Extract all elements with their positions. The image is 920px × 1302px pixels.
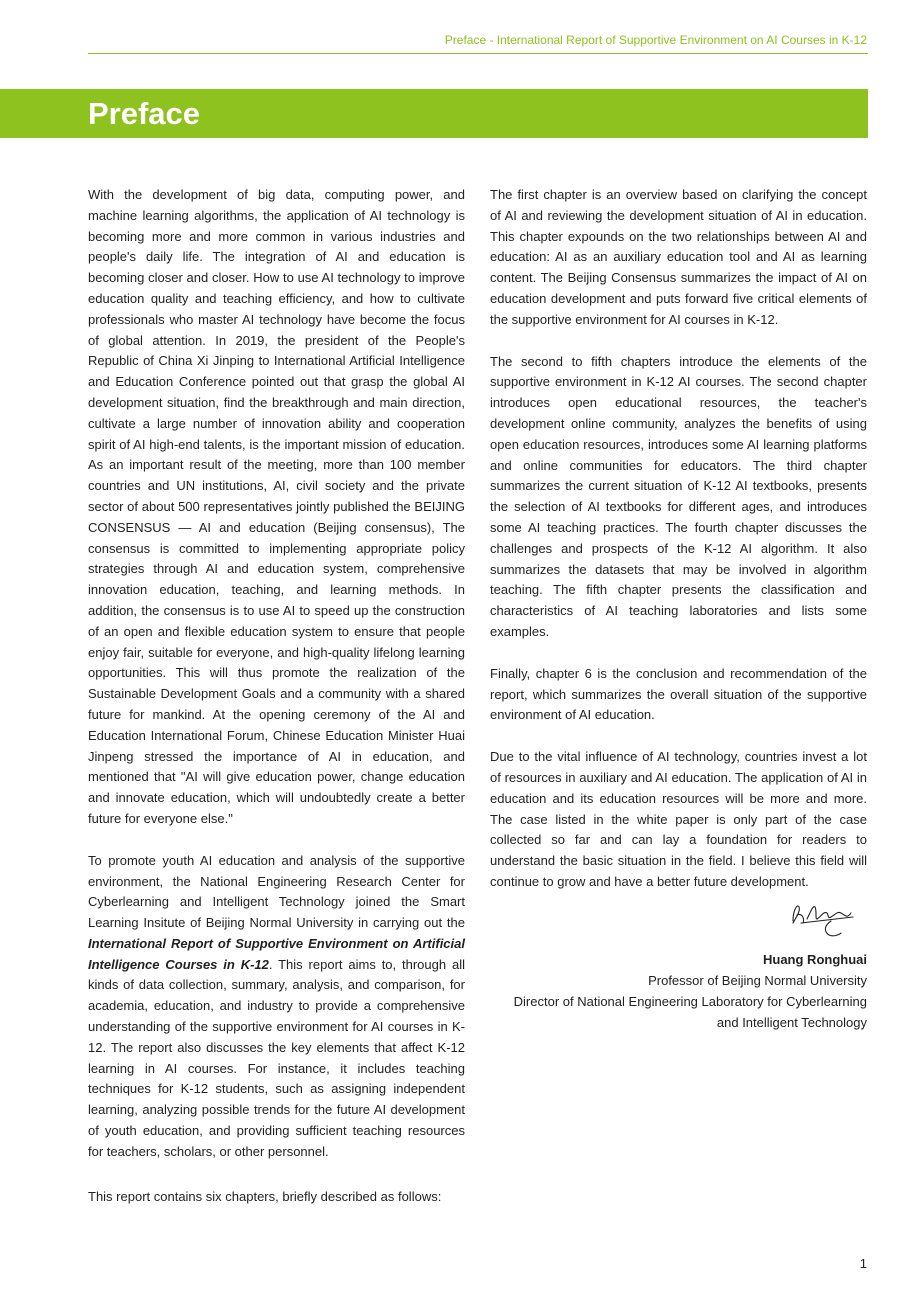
signature-block [487,893,867,1033]
signatory-title-3: and Intelligent Technology [716,1015,867,1030]
page-title: Preface [88,96,201,131]
running-header: Preface - International Report of Supportive Environment on AI Courses in K-12 [444,33,867,47]
report-title: International Report of Supportive Environment on Artificial Intelligence Courses in K-12 [88,935,465,972]
page-number: 1 [859,1256,867,1271]
right-column [490,185,867,893]
paragraph-intro: With the development of big data, computing power, and machine learning algorithms, the application of AI technology is becoming more and more common in various industries and people's daily life. The integration of AI and education is becoming closer and closer. How to use AI technology to improve education quality and teaching efficiency, and how to cultivate professionals who master AI technology have become the focus of global attention. In 2019, the president of the People's Republic of China Xi Jinping to International Artificial Intelligence and Education Conference pointed out that grasp the global AI development situation, find the breakthrough and main direction, cultivate a large number of innovation ability and cooperation spirit of AI high-end talents, is the important mission of education. As an important result of the meeting, more than 100 member countries and UN institutions, AI, civil society and the private sector of about 500 representatives jointly published the BEIJING CONSENSUS — AI and education (Beijing consensus), The consensus is committed to implementing appropriate policy strategies through AI and education system, comprehensive innovation education, teaching, and learning methods. In addition, the consensus is to use AI to speed up the construction of an open and flexible education system to ensure that people enjoy fair, suitable for everyone, and high-quality lifelong learning opportunities. This will thus promote the realization of the Sustainable Development Goals and a community with a shared future for mankind. At the opening ceremony of the AI and Education International Forum, Chinese Education Minister Huai Jinpeng stressed the importance of AI in education, and mentioned that "AI will give education power, change education and innovate education, which will undoubtedly create a better future for everyone else." [88,187,465,826]
paragraph-chapters-intro: This report contains six chapters, briefly described as follows: [88,1188,442,1204]
header-divider [88,53,868,54]
handwritten-signature [787,893,857,939]
paragraph-conclusion: Due to the vital influence of AI technology, countries invest a lot of resources in auxiliary and AI education. The application of AI in education and its education resources will be more and more. The case listed in the white paper is only part of the case collected so far and can lay a foundation for readers to understand the basic situation in the field. I believe this field will continue to grow and have a better future development. [490,749,867,889]
paragraph-report-purpose-end: . This report aims to, through all kinds of data collection, summary, analysis, and comparison, for academia, education, and industry to provide a comprehensive understanding of the supportive environment for AI courses in K-12. The report also discusses the key elements that affect K-12 learning in AI courses. For instance, it includes teaching techniques for K-12 students, such as assigning independent learning, analyzing possible trends for the future AI development of youth education, and providing sufficient teaching resources for teachers, scholars, or other personnel. [88,956,465,1159]
signatory-title-2: Director of National Engineering Laboratory for Cyberlearning [513,994,867,1009]
left-column [88,185,465,1207]
signatory-name: Huang Ronghuai [763,952,867,967]
paragraph-chapter-six: Finally, chapter 6 is the conclusion and recommendation of the report, which summarizes the overall situation of the supportive environment of AI education. [490,665,867,723]
title-banner [0,89,868,138]
paragraph-chapter-one: The first chapter is an overview based on clarifying the concept of AI and reviewing the development situation of AI in education. This chapter expounds on the two relationships between AI and education: AI as an auxiliary education tool and AI as learning content. The Beijing Consensus summarizes the impact of AI on education development and puts forward five critical elements of the supportive environment for AI courses in K-12. [490,187,867,327]
paragraph-report-purpose-start: To promote youth AI education and analysis of the supportive environment, the National Engineering Research Center for Cyberlearning and Intelligent Technology joined the Smart Learning Insitute of Beijing Normal University in carrying out the [88,852,465,931]
paragraph-report-purpose [88,851,465,1163]
paragraph-chapters-two-five: The second to fifth chapters introduce the elements of the supportive environment in K-12 AI courses. The second chapter introduces open educational resources, the teacher's development online community, analyzes the benefits of using open education resources, introduces some AI learning platforms and online communities for educators. The third chapter summarizes the current situation of K-12 AI textbooks, presents the selection of AI textbooks for different ages, and introduces some AI teaching practices. The fourth chapter discusses the challenges and prospects of the K-12 AI algorithm. It also summarizes the datasets that may be involved in algorithm teaching. The fifth chapter presents the classification and characteristics of AI teaching laboratories and lists some examples. [490,353,867,639]
signatory-title-1: Professor of Beijing Normal University [648,973,867,988]
